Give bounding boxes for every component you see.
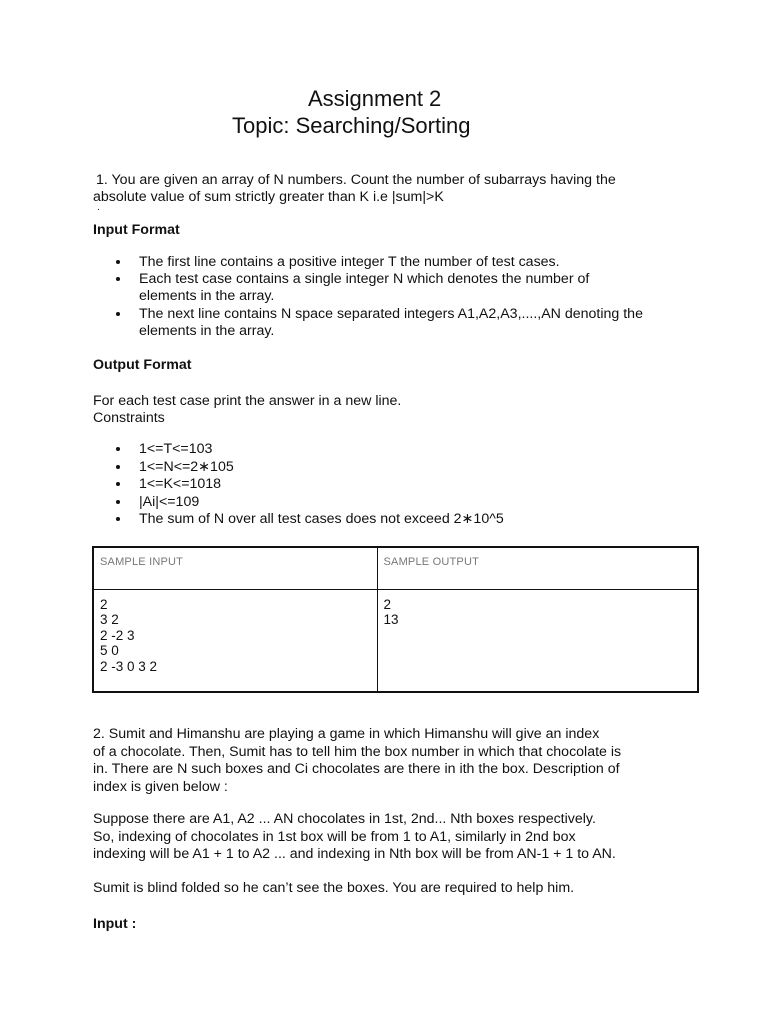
bullet-icon xyxy=(116,465,120,469)
sample-input-line: 3 2 xyxy=(100,612,119,627)
sample-output-header: SAMPLE OUTPUT xyxy=(377,547,698,589)
list-item-text: The next line contains N space separated integers A1,A2,A3,....,AN denoting the elements in the array. xyxy=(139,306,643,340)
problem2-para2-line3: indexing will be A1 + 1 to A2 ... and indexing in Nth box will be from AN-1 + 1 to AN. xyxy=(93,846,616,862)
bullet-icon xyxy=(116,447,120,451)
bullet-icon xyxy=(116,500,120,504)
constraints-heading: Constraints xyxy=(93,410,165,426)
input-format-heading: Input Format xyxy=(93,222,180,238)
problem2-para2-line2: So, indexing of chocolates in 1st box will be from 1 to A1, similarly in 2nd box xyxy=(93,828,576,845)
list-item-text: The first line contains a positive integer T the number of test cases. xyxy=(139,254,560,270)
bullet-icon xyxy=(116,260,120,264)
sample-io-table xyxy=(92,546,699,693)
problem2-para3: Sumit is blind folded so he can’t see the boxes. You are required to help him. xyxy=(93,880,575,896)
list-item-text: 1<=N<=2∗105 xyxy=(139,458,234,475)
list-item-text: The sum of N over all test cases does not exceed 2∗10^5 xyxy=(139,511,504,527)
problem2-para2-line1: Suppose there are A1, A2 ... AN chocolates in 1st, 2nd... Nth boxes respectively. xyxy=(93,811,596,827)
problem2-para1-line2: of a chocolate. Then, Sumit has to tell him the box number in which that chocolate is xyxy=(93,743,622,760)
list-item-text: 1<=T<=103 xyxy=(139,441,213,457)
sample-input-line: 5 0 xyxy=(100,643,119,658)
sample-input-line: 2 -3 0 3 2 xyxy=(100,658,158,674)
problem1-statement-line2: absolute value of sum strictly greater than K i.e |sum|>K xyxy=(93,189,444,205)
sample-output-line: 2 xyxy=(383,596,392,612)
sample-output-cell xyxy=(377,589,698,692)
problem2-para1-line1: 2. Sumit and Himanshu are playing a game in which Himanshu will give an index xyxy=(93,726,600,742)
sample-input-line: 2 -2 3 xyxy=(100,627,135,643)
bullet-icon xyxy=(116,312,120,316)
problem2-input-heading: Input : xyxy=(93,916,137,932)
list-item-text: Each test case contains a single integer N which denotes the number of elements in the array. xyxy=(139,271,590,305)
problem1-statement-line1: 1. You are given an array of N numbers. Count the number of subarrays having the xyxy=(96,172,616,188)
problem2-para1-line3: in. There are N such boxes and Ci chocolates are there in ith the box. Description of xyxy=(93,761,620,777)
sample-input-header: SAMPLE INPUT xyxy=(93,547,377,589)
output-format-text: For each test case print the answer in a new line. xyxy=(93,393,402,409)
list-item-text: |Ai|<=109 xyxy=(139,493,200,510)
bullet-icon xyxy=(116,517,120,521)
sample-output-line: 13 xyxy=(383,612,399,627)
bullet-icon xyxy=(116,482,120,486)
sample-input-cell xyxy=(93,589,377,692)
table-row xyxy=(93,589,698,692)
list-item-text: 1<=K<=1018 xyxy=(139,476,222,492)
table-header-row xyxy=(93,547,698,589)
bullet-icon xyxy=(116,277,120,281)
output-format-heading: Output Format xyxy=(93,357,192,373)
sample-input-line: 2 xyxy=(100,596,108,612)
stray-dot: . xyxy=(97,202,100,213)
page-topic: Topic: Searching/Sorting xyxy=(232,113,471,138)
page-title: Assignment 2 xyxy=(308,86,442,111)
problem2-para1-line4: index is given below : xyxy=(93,778,228,795)
